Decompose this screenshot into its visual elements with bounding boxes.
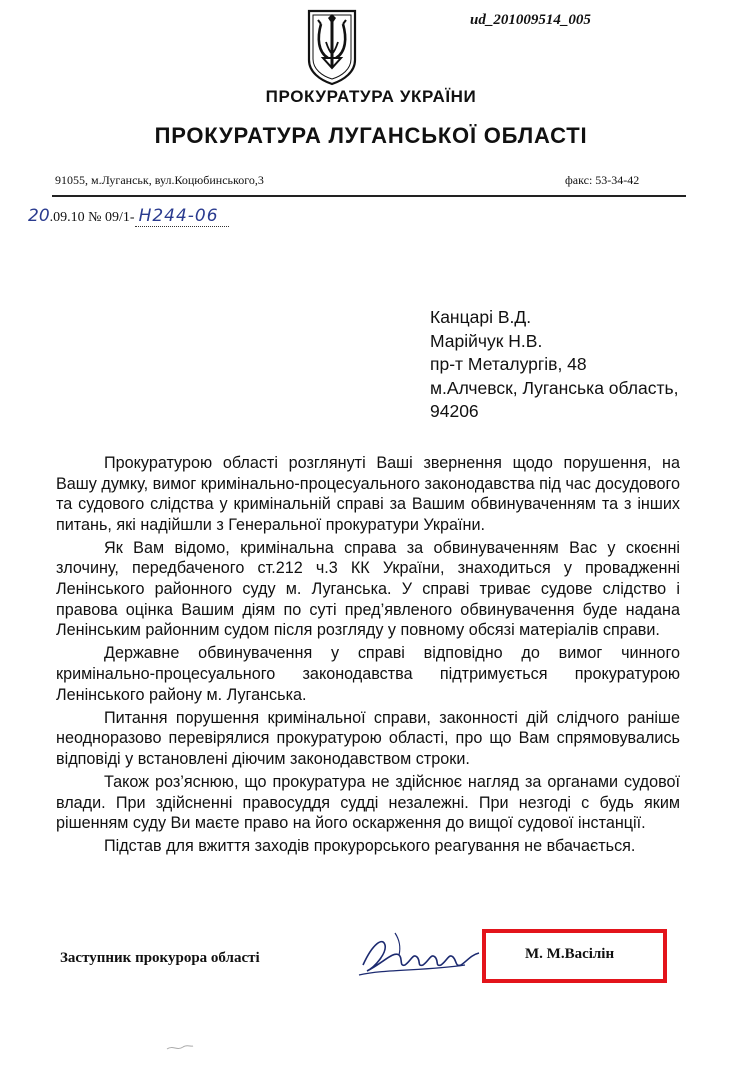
header-divider [52, 195, 686, 197]
letter-body [56, 453, 680, 859]
body-paragraph: Також роз’яснюю, що прокуратура не здійснює нагляд за органами судової влади. При здійсненні правосуддя судді незалежні. При незгоді с будь яким рішенням суду Ви маєте право на його оскарження до вищої судової інстанції. [56, 772, 680, 833]
recipient-line: 94206 [430, 401, 479, 421]
recipient-line: Канцарі В.Д. [430, 307, 532, 327]
document-id: ud_201009514_005 [470, 12, 591, 28]
reference-line [28, 206, 229, 227]
handwritten-signature-icon [355, 925, 485, 980]
body-paragraph: Підстав для вжиття заходів прокурорського реагування не вбачається. [104, 837, 636, 856]
handwritten-reference-number: Н244-06 [135, 206, 229, 227]
scan-mark [165, 1040, 195, 1052]
recipient-line: пр-т Металургів, 48 [430, 354, 587, 374]
recipient-line: м.Алчевск, Луганська область, [430, 377, 679, 398]
body-paragraph: Питання порушення кримінальної справи, законності дій слідчого раніше неодноразово перевірялися прокуратурою області, про що Вам спрямовувались відповіді у встановлені діючим законодавством строки. [56, 708, 680, 768]
handwritten-day: 20 [28, 206, 50, 226]
body-paragraph: Прокуратурою області розглянуті Ваші звернення щодо порушення, на Вашу думку, вимог кримінально-процесуального законодавства під час досудового та судового слідства у кримінальній справі за Вашим обвинуваченням та з інших питань, які надійшли з Генеральної прокуратури України. [56, 454, 680, 534]
printed-date: .09.10 [49, 210, 85, 225]
body-paragraph: Як Вам відомо, кримінальна справа за обвинуваченням Вас у скоєнні злочину, передбаченого ст.212 ч.3 КК України, знаходиться у провадженні Ленінського районного суду м. Луганська. У справі триває судове слідство і правова оцінка Вашим діям по суті пред’явленого обвинувачення буде надана Ленінським районним судом після розгляду у повному обсязі матеріалів справи. [56, 538, 680, 640]
address: 91055, м.Луганськ, вул.Коцюбинського,3 [55, 173, 264, 187]
organization-national: ПРОКУРАТУРА УКРАЇНИ [265, 87, 477, 106]
fax-number: факс: 53-34-42 [565, 173, 640, 187]
organization-regional: ПРОКУРАТУРА ЛУГАНСЬКОЇ ОБЛАСТІ [154, 123, 588, 148]
reference-number-label: № 09/1- [88, 210, 135, 225]
body-paragraph: Державне обвинувачення у справі відповідно до вимог чинного кримінально-процесуального законодавства підтримується прокуратурою Ленінського району м. Луганська. [56, 644, 680, 704]
recipient-line: Марійчук Н.В. [430, 330, 543, 351]
trident-coat-of-arms-icon [306, 8, 358, 86]
signatory-name: М. М.Васілін [525, 946, 615, 962]
recipient-block [430, 306, 678, 424]
signatory-position: Заступник прокурора області [60, 950, 260, 966]
